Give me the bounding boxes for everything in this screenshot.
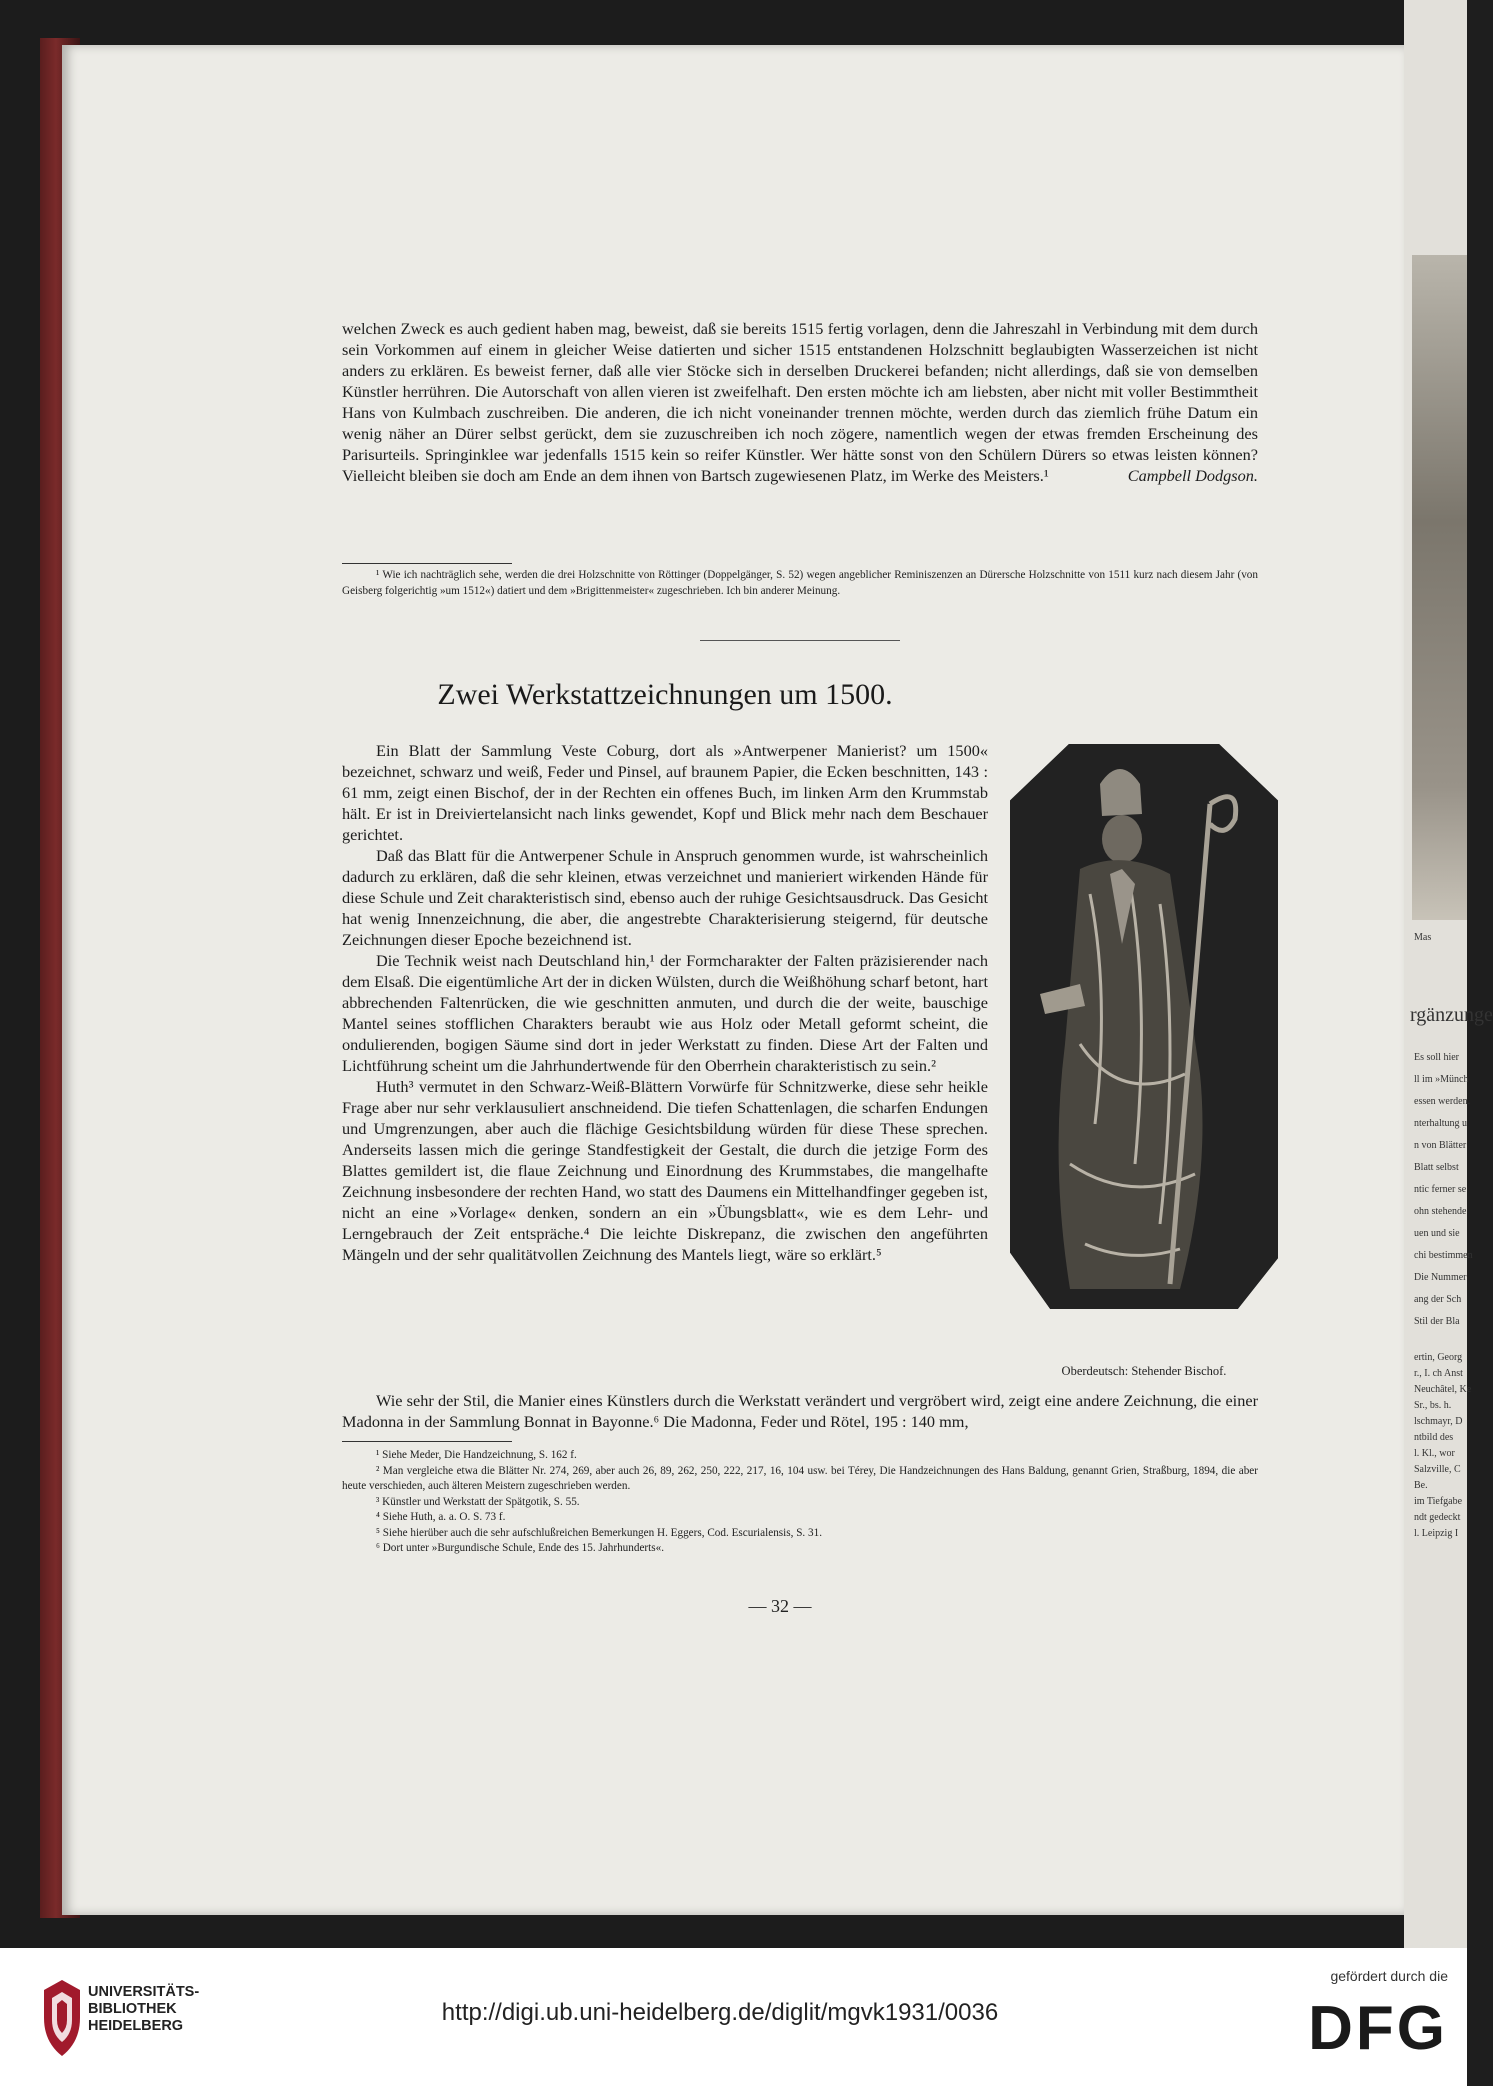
bishop-drawing-image [1010, 744, 1278, 1309]
adjacent-line: ll im »Münch [1414, 1074, 1469, 1085]
body-paragraph-1: Ein Blatt der Sammlung Veste Coburg, dort als »Antwerpener Manierist? um 1500« bezeichnet, schwarz und weiß, Feder und Pinsel, auf braunem Papier, die Ecken beschnitten, 143 : 61 mm, zeigt einen Bischof, der in der Rechten ein offenes Buch, im linken Arm den Krummstab hält. Er ist in Dreiviertelansicht nach links gewendet, Kopf und Blick mehr nach dem Beschauer gerichtet. [342, 741, 988, 844]
footnote-text: ¹ Wie ich nachträglich sehe, werden die drei Holzschnitte von Röttinger (Doppelgänger, S. 52) wegen angeblicher Reminiszenzen an Dürersche Holzschnitte von 1511 kurz nach diesem Jahr (von Geisberg folgerichtig »um 1512«) datiert und dem »Brigittenmeister« zugeschrieben. Ich bin anderer Meinung. [342, 569, 1258, 597]
adjacent-line: chi bestimmen [1414, 1250, 1473, 1261]
body-paragraph-3: Die Technik weist nach Deutschland hin,¹ der Formcharakter der Falten präzisierender nach dem Elsaß. Die eigentümliche Art der in dicken Wülsten, durch die Weißhöhung scharf betont, hart abbrechenden Faltenrücken, die wie geschnitten anmuten, und durch die der weite, bauschige Mantel seines stofflichen Charakters beraubt wie aus Holz oder Metall geformt scheint, die ondulierenden, bogigen Säume sind dort in jeder Werkstatt zu finden. Diese Art der Falten und Lichtführung scheint um die Jahrhundertwende für den Oberrhein charakteristisch zu sein.² [342, 951, 988, 1075]
paragraph-text: welchen Zweck es auch gedient haben mag, beweist, daß sie bereits 1515 fertig vorlagen, denn die Jahreszahl in Verbindung mit dem durch sein Vorkommen auf einem in gleicher Weise datierten und sicher 1515 entstandenen Holzschnitt beglaubigten Wasserzeichen ist nicht anders zu erklären. Es beweist ferner, daß alle vier Stöcke sich in derselben Druckerei befanden; nicht allerdings, daß sie von demselben Künstler herrühren. Die Autorschaft von allen vieren ist zweifelhaft. Den ersten möchte ich am liebsten, aber nicht mit voller Bestimmtheit Hans von Kulmbach zuschreiben. Die anderen, die ich nicht voneinander trennen möchte, werden durch das ziemlich frühe Datum ein wenig näher an Dürer selbst gerückt, dem sie zuzuschreiben ich noch zögere, namentlich wegen der etwas fremden Erscheinung des Parisurteils. Springinklee war jedenfalls 1515 kein so reifer Künstler. Wer hätte sonst von den Schülern Dürers so etwas leisten können? Vielleicht bleiben sie doch am Ende an dem ihnen von Bartsch zugewiesenen Platz, im Werke des Meisters.¹ [342, 319, 1258, 485]
adjacent-page [1404, 0, 1493, 1948]
adjacent-line: im Tiefgabe [1414, 1496, 1463, 1507]
university-seal-icon [42, 1978, 82, 2058]
adjacent-page-illustration [1412, 255, 1467, 920]
footnote-5: ⁵ Siehe hierüber auch die sehr aufschlußreichen Bemerkungen H. Eggers, Cod. Escurialensis, S. 31. [376, 1526, 822, 1539]
adjacent-line: Blatt selbst [1414, 1162, 1459, 1173]
body-paragraph-5: Wie sehr der Stil, die Manier eines Künstlers durch die Werkstatt verändert und vergröbert wird, zeigt eine andere Zeichnung, die einer Madonna in der Sammlung Bonnat in Bayonne.⁶ Die Madonna, Feder und Rötel, 195 : 140 mm, [342, 1391, 1258, 1431]
figure-caption: Oberdeutsch: Stehender Bischof. [1061, 1364, 1227, 1378]
section-divider [700, 640, 900, 641]
footnote-top [342, 568, 1258, 599]
adjacent-line: Die Nummer [1414, 1272, 1467, 1283]
adjacent-line: Sr., bs. h. [1414, 1400, 1452, 1411]
adjacent-line: ndt gedeckt [1414, 1512, 1461, 1523]
article-body [342, 740, 988, 1265]
footnote-rule [342, 1441, 512, 1442]
footnote-2: ² Man vergleiche etwa die Blätter Nr. 274, 269, aber auch 26, 89, 262, 250, 222, 217, 16, 104 usw. bei Térey, Die Handzeichnungen des Hans Baldung, genannt Grien, Straßburg, 1894, die aber heute verschieden, auch älteren Meistern zugeschrieben werden. [342, 1464, 1258, 1492]
adjacent-line: ntbild des [1414, 1432, 1454, 1443]
funding-label: gefördert durch die [1330, 1968, 1448, 1984]
library-name-line: UNIVERSITÄTS- [88, 1984, 200, 2000]
adjacent-line: Neuchâtel, Ke [1414, 1384, 1472, 1395]
dfg-logo[interactable]: DFG [1308, 1994, 1448, 2063]
adjacent-line: l. Kl., wor [1414, 1448, 1455, 1459]
adjacent-line: essen werden. [1414, 1096, 1471, 1107]
page-number: — 32 — [748, 1596, 812, 1616]
bishop-drawing-illustration [1010, 744, 1278, 1309]
library-name-line: BIBLIOTHEK [88, 2001, 177, 2017]
adjacent-line: n von Blätter [1414, 1140, 1467, 1151]
footnote-rule [342, 563, 512, 564]
body-paragraph-4: Huth³ vermutet in den Schwarz-Weiß-Blättern Vorwürfe für Schnitzwerke, diese sehr heikle Frage aber nur sehr verklausuliert anschneidend. Die tiefen Schattenlagen, die scharfen Endungen und Umgrenzungen, aber auch die flächige Gesichtsbildung würden für diese These sprechen. Anderseits lassen mich die geringe Standfestigkeit der Gestalt, die durch die jetzige Form des Blattes gemildert ist, die flaue Zeichnung und Einordnung des Krummstabes, die mangelhafte Zeichnung insbesondere der rechten Hand, wo statt des Daumens ein Mittelhandfinger gegeben ist, nicht an eine »Vorlage« denken, sondern an ein »Übungsblatt«, wie es dem Lehr- und Lerngebrauch der Zeit entspräche.⁴ Die leichte Diskrepanz, die zwischen den angeführten Mängeln und der sehr qualitätvollen Zeichnung des Mantels liegt, wäre so erklärt.⁵ [342, 1077, 988, 1264]
section-title: Zwei Werkstattzeichnungen um 1500. [437, 678, 893, 711]
adjacent-line: ang der Sch [1414, 1294, 1462, 1305]
adjacent-line: Salzville, C [1414, 1464, 1461, 1475]
adjacent-line: lschmayr, D [1414, 1416, 1463, 1427]
footnote-3: ³ Künstler und Werkstatt der Spätgotik, S. 55. [376, 1495, 580, 1508]
author-signature: Campbell Dodgson. [1127, 466, 1258, 485]
library-logo-text[interactable] [88, 1984, 199, 2035]
library-name-line: HEIDELBERG [88, 2018, 184, 2034]
continuation-paragraph [342, 318, 1258, 486]
footnote-4: ⁴ Siehe Huth, a. a. O. S. 73 f. [376, 1511, 506, 1523]
adjacent-line: Be. [1414, 1480, 1428, 1491]
adjacent-line: r., I. ch Anst [1414, 1368, 1463, 1379]
adjacent-line: ntic ferner se [1414, 1184, 1467, 1195]
article-body-full-width [342, 1390, 1258, 1432]
body-paragraph-2: Daß das Blatt für die Antwerpener Schule in Anspruch genommen wurde, ist wahrscheinlich dadurch zu erklären, daß die sehr kleinen, etwas verzeichnet und manieriert wirkenden Hände für diese Schule und Zeit charakteristisch sind, ebenso auch der ruhige Gesichtsausdruck. Das Gesicht hat wenig Innenzeichnung, die aber, die angestrebte Charakterisierung steigernd, für deutsche Zeichnungen dieser Epoche bezeichnend ist. [342, 846, 988, 949]
adjacent-line: ohn stehende [1414, 1206, 1467, 1217]
footnote-6: ⁶ Dort unter »Burgundische Schule, Ende des 15. Jahrhunderts«. [376, 1542, 664, 1554]
adjacent-heading: rgänzunge [1410, 1004, 1493, 1026]
adjacent-line: uen und sie [1414, 1228, 1460, 1239]
adjacent-line: Stil der Bla [1414, 1316, 1460, 1327]
adjacent-line: l. Leipzig I [1414, 1528, 1459, 1539]
footnotes [342, 1448, 1258, 1557]
permalink-url[interactable]: http://digi.ub.uni-heidelberg.de/diglit/mgvk1931/0036 [441, 1999, 999, 2026]
adjacent-line: nterhaltung u [1414, 1118, 1468, 1129]
adjacent-line: ertin, Georg [1414, 1352, 1463, 1363]
adjacent-line: Es soll hier [1414, 1052, 1459, 1063]
footnote-1: ¹ Siehe Meder, Die Handzeichnung, S. 162 f. [376, 1449, 577, 1461]
adjacent-caption: Mas [1414, 932, 1432, 943]
